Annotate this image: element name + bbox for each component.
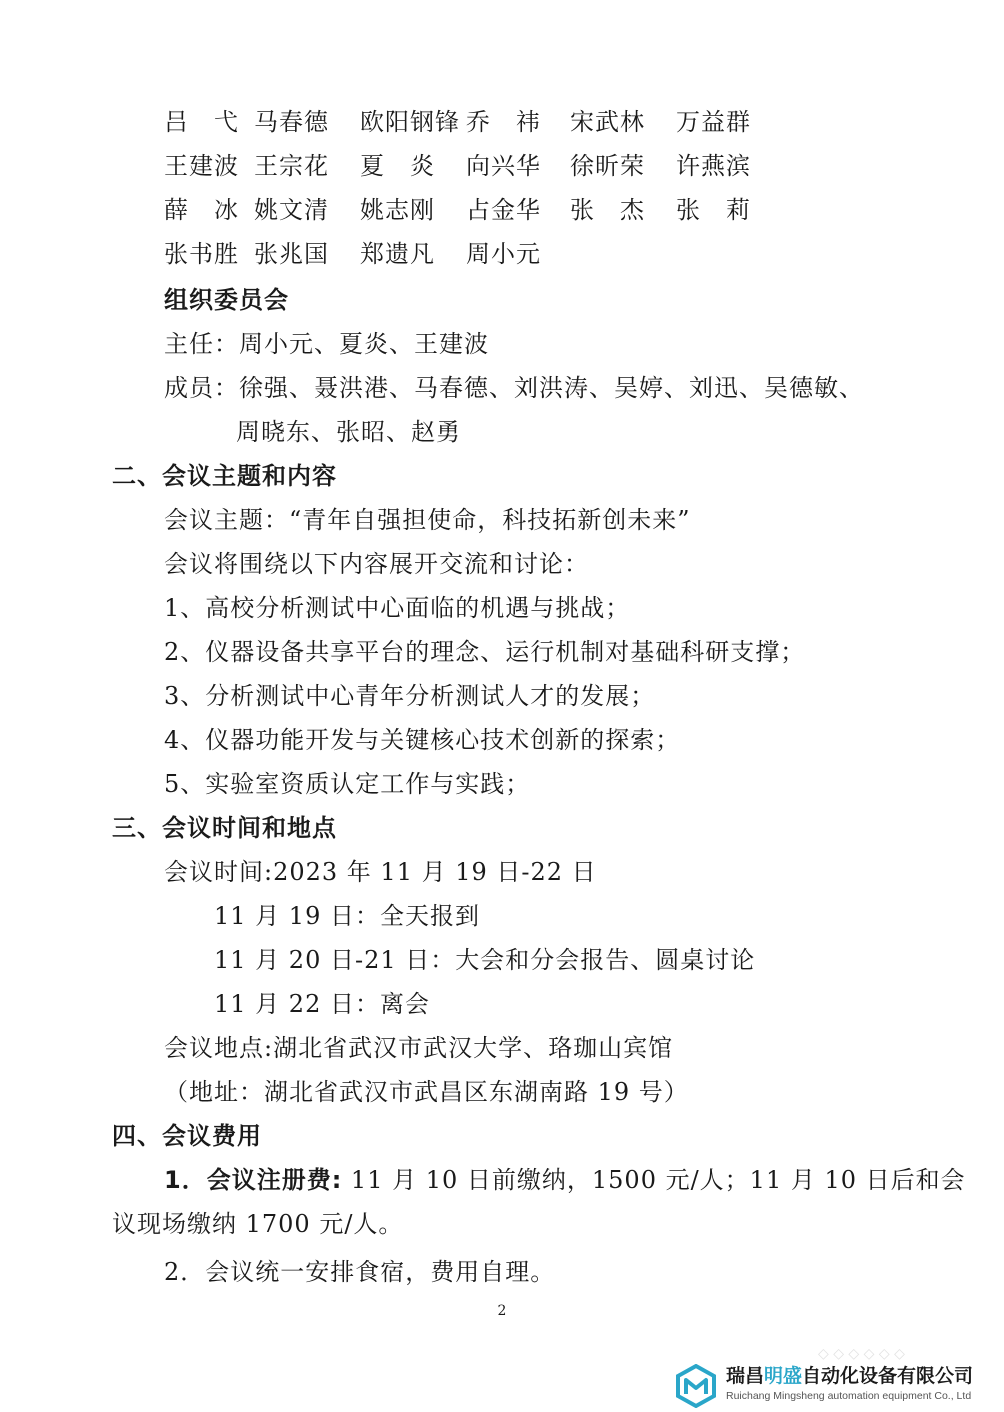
org-committee-members-cont: 周晓东、张昭、赵勇 <box>236 418 461 446</box>
member-name: 夏 炎 <box>360 152 435 180</box>
member-name: 王宗花 <box>254 152 329 180</box>
meeting-time: 会议时间:2023 年 11 月 19 日-22 日 <box>164 858 597 886</box>
section-heading: 二、会议主题和内容 <box>112 462 337 490</box>
member-name: 张 杰 <box>570 196 645 224</box>
registration-fee-cont: 议现场缴纳 1700 元/人。 <box>112 1210 404 1238</box>
org-committee-members: 成员：徐强、聂洪港、马春德、刘洪涛、吴婷、刘迅、吴德敏、 <box>164 374 864 402</box>
cube-logo-icon <box>674 1364 718 1408</box>
watermark: ◇ ◇ ◇ ◇ ◇ ◇ <box>818 1346 905 1362</box>
topics-intro: 会议将围绕以下内容展开交流和讨论： <box>164 550 589 578</box>
member-name: 许燕滨 <box>676 152 751 180</box>
company-name: 瑞昌明盛自动化设备有限公司 <box>726 1365 974 1387</box>
topic-item: 1、高校分析测试中心面临的机遇与挑战； <box>164 594 631 622</box>
schedule-item: 11 月 19 日：全天报到 <box>214 902 480 930</box>
topic-item: 5、实验室资质认定工作与实践； <box>164 770 531 798</box>
member-name: 张书胜 <box>164 240 239 268</box>
member-name: 郑遗凡 <box>360 240 435 268</box>
company-name-en: Ruichang Mingsheng automation equipment Co., Ltd <box>726 1390 972 1402</box>
registration-fee-text: 11 月 10 日前缴纳，1500 元/人；11 月 10 日后和会 <box>342 1166 966 1194</box>
schedule-item: 11 月 20 日-21 日：大会和分会报告、圆桌讨论 <box>214 946 756 974</box>
member-name: 万益群 <box>676 108 751 136</box>
member-name: 吕 弋 <box>164 108 239 136</box>
org-committee-director: 主任：周小元、夏炎、王建波 <box>164 330 489 358</box>
registration-fee <box>164 1164 966 1196</box>
meeting-place: 会议地点:湖北省武汉市武汉大学、珞珈山宾馆 <box>164 1034 674 1062</box>
section-heading: 三、会议时间和地点 <box>112 814 337 842</box>
topic-item: 2、仪器设备共享平台的理念、运行机制对基础科研支撑； <box>164 638 806 666</box>
member-name: 姚文清 <box>254 196 329 224</box>
meeting-theme: 会议主题：“青年自强担使命，科技拓新创未来” <box>164 506 691 534</box>
member-name: 张兆国 <box>254 240 329 268</box>
lodging-note: 2．会议统一安排食宿，费用自理。 <box>164 1258 556 1286</box>
schedule-item: 11 月 22 日：离会 <box>214 990 430 1018</box>
topic-item: 3、分析测试中心青年分析测试人才的发展； <box>164 682 656 710</box>
member-name: 马春德 <box>254 108 329 136</box>
section-heading: 四、会议费用 <box>112 1122 262 1150</box>
member-name: 周小元 <box>466 240 541 268</box>
company-name-highlight: 明盛 <box>764 1365 803 1387</box>
member-name: 徐昕荣 <box>570 152 645 180</box>
member-name: 张 莉 <box>676 196 751 224</box>
member-name: 欧阳钢锋 <box>360 108 460 136</box>
member-name: 薛 冰 <box>164 196 239 224</box>
member-name: 向兴华 <box>466 152 541 180</box>
company-footer <box>668 1360 1004 1411</box>
member-name: 王建波 <box>164 152 239 180</box>
member-name: 乔 祎 <box>466 108 541 136</box>
member-name: 占金华 <box>466 196 541 224</box>
topic-item: 4、仪器功能开发与关键核心技术创新的探索； <box>164 726 681 754</box>
member-name: 宋武林 <box>570 108 645 136</box>
meeting-address: （地址：湖北省武汉市武昌区东湖南路 19 号） <box>164 1078 689 1106</box>
registration-fee-label: 1．会议注册费: <box>164 1166 343 1194</box>
page-number: 2 <box>497 1303 507 1319</box>
org-committee-heading: 组织委员会 <box>164 286 289 314</box>
member-name: 姚志刚 <box>360 196 435 224</box>
